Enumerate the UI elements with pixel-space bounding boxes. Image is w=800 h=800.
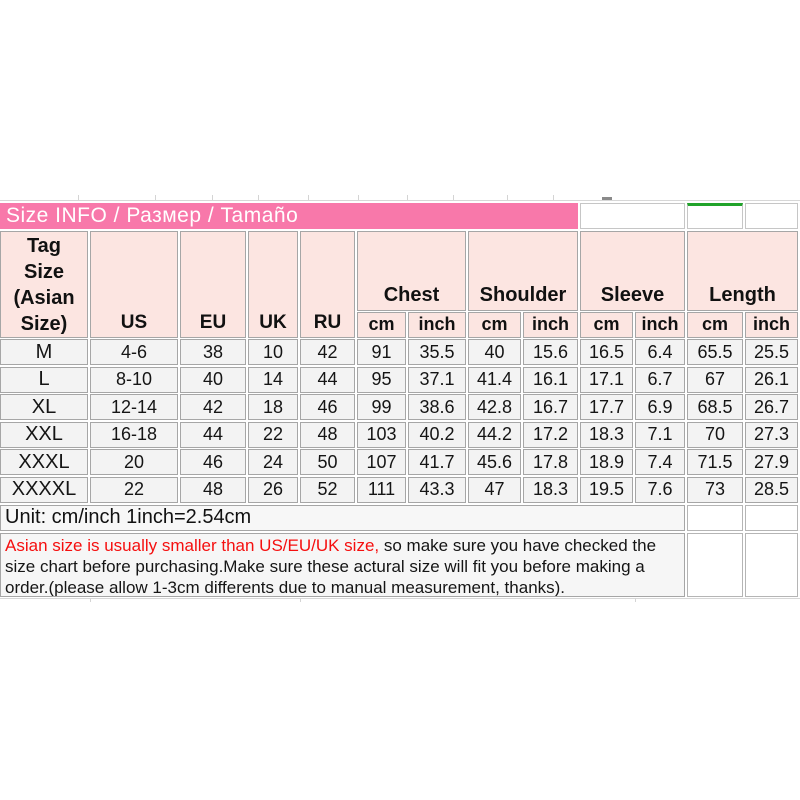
table-header bbox=[0, 231, 798, 338]
title-text: Size INFO / Размер / Tamaño bbox=[6, 204, 299, 227]
size-table-body bbox=[0, 339, 798, 503]
cell-length-inch: 26.7 bbox=[745, 394, 798, 420]
group-column-length bbox=[687, 231, 798, 338]
grid-tick bbox=[507, 195, 508, 200]
group-column-shoulder bbox=[468, 231, 578, 338]
cell-ru: 46 bbox=[300, 394, 355, 420]
grid-tick bbox=[358, 195, 359, 200]
cell-uk: 18 bbox=[248, 394, 298, 420]
cell-shoulder-cm: 45.6 bbox=[468, 449, 521, 475]
cell-shoulder-cm: 40 bbox=[468, 339, 521, 365]
column-header-eu: EU bbox=[180, 231, 246, 338]
cell-length-inch: 26.1 bbox=[745, 367, 798, 393]
grid-mark bbox=[602, 197, 612, 200]
grid-tick bbox=[635, 598, 636, 602]
cell-tag-size: XXXL bbox=[0, 449, 88, 475]
cell-uk: 26 bbox=[248, 477, 298, 503]
size-row-xl bbox=[0, 394, 798, 420]
disclaimer-red-text: Asian size is usually smaller than US/EU/UK size, bbox=[5, 536, 380, 555]
cell-sleeve-cm: 17.1 bbox=[580, 367, 633, 393]
empty-cell bbox=[580, 203, 685, 229]
grid-tick bbox=[407, 195, 408, 200]
cell-uk: 10 bbox=[248, 339, 298, 365]
cell-ru: 42 bbox=[300, 339, 355, 365]
green-top-cell bbox=[687, 203, 743, 229]
cell-shoulder-inch: 16.1 bbox=[523, 367, 578, 393]
chest-unit-row bbox=[357, 312, 466, 338]
corner-header-tag-size bbox=[0, 231, 88, 338]
column-header-uk: UK bbox=[248, 231, 298, 338]
cell-us: 4-6 bbox=[90, 339, 178, 365]
length-unit-row bbox=[687, 312, 798, 338]
cell-chest-cm: 103 bbox=[357, 422, 406, 448]
corner-line: Size) bbox=[20, 312, 68, 335]
cell-shoulder-inch: 17.8 bbox=[523, 449, 578, 475]
cell-chest-cm: 91 bbox=[357, 339, 406, 365]
empty-cell bbox=[745, 505, 798, 531]
cell-chest-inch: 40.2 bbox=[408, 422, 466, 448]
size-row-m bbox=[0, 339, 798, 365]
cell-chest-cm: 95 bbox=[357, 367, 406, 393]
cell-sleeve-cm: 17.7 bbox=[580, 394, 633, 420]
cell-length-inch: 27.9 bbox=[745, 449, 798, 475]
cell-chest-inch: 43.3 bbox=[408, 477, 466, 503]
grid-tick bbox=[453, 195, 454, 200]
grid-tick bbox=[258, 195, 259, 200]
empty-cell bbox=[687, 533, 743, 597]
group-header-length: Length bbox=[687, 231, 798, 311]
grid-tick bbox=[553, 195, 554, 200]
cell-eu: 48 bbox=[180, 477, 246, 503]
cell-sleeve-inch: 7.6 bbox=[635, 477, 685, 503]
title-row bbox=[0, 203, 798, 229]
cell-us: 12-14 bbox=[90, 394, 178, 420]
cell-length-inch: 28.5 bbox=[745, 477, 798, 503]
grid-tick bbox=[300, 598, 301, 602]
grid-tick bbox=[308, 195, 309, 200]
cell-shoulder-inch: 16.7 bbox=[523, 394, 578, 420]
group-header-sleeve: Sleeve bbox=[580, 231, 685, 311]
grid-tick bbox=[155, 195, 156, 200]
size-row-l bbox=[0, 367, 798, 393]
cell-shoulder-cm: 44.2 bbox=[468, 422, 521, 448]
cell-ru: 48 bbox=[300, 422, 355, 448]
cell-length-cm: 71.5 bbox=[687, 449, 743, 475]
cell-sleeve-cm: 18.3 bbox=[580, 422, 633, 448]
subheader-length-cm: cm bbox=[687, 312, 743, 338]
group-column-sleeve bbox=[580, 231, 685, 338]
cell-ru: 52 bbox=[300, 477, 355, 503]
cell-sleeve-cm: 18.9 bbox=[580, 449, 633, 475]
disclaimer-black-text: so make sure you have checked the size chart before purchasing.Make sure these actural size will fit you before making a order.(please allow 1-3cm differents due to manual measurement, thanks). bbox=[5, 536, 657, 597]
top-gridline bbox=[0, 200, 800, 201]
corner-line: Size bbox=[23, 260, 65, 283]
cell-us: 22 bbox=[90, 477, 178, 503]
empty-cell bbox=[687, 505, 743, 531]
column-header-ru: RU bbox=[300, 231, 355, 338]
cell-length-inch: 25.5 bbox=[745, 339, 798, 365]
cell-length-cm: 68.5 bbox=[687, 394, 743, 420]
subheader-chest-cm: cm bbox=[357, 312, 406, 338]
cell-eu: 42 bbox=[180, 394, 246, 420]
cell-ru: 44 bbox=[300, 367, 355, 393]
cell-tag-size: L bbox=[0, 367, 88, 393]
cell-uk: 22 bbox=[248, 422, 298, 448]
cell-uk: 14 bbox=[248, 367, 298, 393]
cell-length-cm: 67 bbox=[687, 367, 743, 393]
cell-us: 16-18 bbox=[90, 422, 178, 448]
subheader-sleeve-inch: inch bbox=[635, 312, 685, 338]
empty-cell bbox=[745, 203, 798, 229]
cell-sleeve-inch: 6.9 bbox=[635, 394, 685, 420]
unit-row bbox=[0, 505, 798, 531]
cell-chest-cm: 111 bbox=[357, 477, 406, 503]
grid-tick bbox=[212, 195, 213, 200]
cell-ru: 50 bbox=[300, 449, 355, 475]
cell-shoulder-cm: 41.4 bbox=[468, 367, 521, 393]
grid-tick bbox=[78, 195, 79, 200]
cell-sleeve-inch: 6.4 bbox=[635, 339, 685, 365]
group-header-chest: Chest bbox=[357, 231, 466, 311]
cell-length-cm: 70 bbox=[687, 422, 743, 448]
cell-tag-size: M bbox=[0, 339, 88, 365]
size-row-xxxl bbox=[0, 449, 798, 475]
cell-shoulder-cm: 47 bbox=[468, 477, 521, 503]
unit-note: Unit: cm/inch 1inch=2.54cm bbox=[0, 505, 685, 531]
cell-sleeve-cm: 16.5 bbox=[580, 339, 633, 365]
grid-tick bbox=[90, 598, 91, 602]
cell-tag-size: XXL bbox=[0, 422, 88, 448]
cell-eu: 44 bbox=[180, 422, 246, 448]
cell-chest-inch: 35.5 bbox=[408, 339, 466, 365]
cell-length-inch: 27.3 bbox=[745, 422, 798, 448]
cell-chest-inch: 37.1 bbox=[408, 367, 466, 393]
corner-line: Tag bbox=[26, 234, 62, 257]
shoulder-unit-row bbox=[468, 312, 578, 338]
cell-chest-cm: 99 bbox=[357, 394, 406, 420]
cell-shoulder-inch: 17.2 bbox=[523, 422, 578, 448]
cell-eu: 38 bbox=[180, 339, 246, 365]
subheader-length-inch: inch bbox=[745, 312, 798, 338]
cell-shoulder-inch: 15.6 bbox=[523, 339, 578, 365]
cell-length-cm: 65.5 bbox=[687, 339, 743, 365]
cell-tag-size: XL bbox=[0, 394, 88, 420]
cell-sleeve-inch: 7.1 bbox=[635, 422, 685, 448]
cell-uk: 24 bbox=[248, 449, 298, 475]
cell-eu: 46 bbox=[180, 449, 246, 475]
cell-shoulder-inch: 18.3 bbox=[523, 477, 578, 503]
subheader-sleeve-cm: cm bbox=[580, 312, 633, 338]
column-header-us: US bbox=[90, 231, 178, 338]
cell-us: 8-10 bbox=[90, 367, 178, 393]
size-row-xxl bbox=[0, 422, 798, 448]
note-row bbox=[0, 533, 798, 597]
corner-line: (Asian bbox=[13, 286, 75, 309]
cell-shoulder-cm: 42.8 bbox=[468, 394, 521, 420]
cell-tag-size: XXXXL bbox=[0, 477, 88, 503]
empty-cell bbox=[745, 533, 798, 597]
cell-chest-inch: 38.6 bbox=[408, 394, 466, 420]
cell-sleeve-inch: 7.4 bbox=[635, 449, 685, 475]
cell-sleeve-inch: 6.7 bbox=[635, 367, 685, 393]
title-bar bbox=[0, 203, 578, 229]
group-column-chest bbox=[357, 231, 466, 338]
subheader-shoulder-inch: inch bbox=[523, 312, 578, 338]
bottom-gridline bbox=[0, 598, 800, 599]
cell-eu: 40 bbox=[180, 367, 246, 393]
cell-sleeve-cm: 19.5 bbox=[580, 477, 633, 503]
subheader-chest-inch: inch bbox=[408, 312, 466, 338]
cell-chest-cm: 107 bbox=[357, 449, 406, 475]
group-header-shoulder: Shoulder bbox=[468, 231, 578, 311]
cell-chest-inch: 41.7 bbox=[408, 449, 466, 475]
cell-us: 20 bbox=[90, 449, 178, 475]
cell-length-cm: 73 bbox=[687, 477, 743, 503]
size-row-xxxxl bbox=[0, 477, 798, 503]
sleeve-unit-row bbox=[580, 312, 685, 338]
size-disclaimer bbox=[0, 533, 685, 597]
subheader-shoulder-cm: cm bbox=[468, 312, 521, 338]
